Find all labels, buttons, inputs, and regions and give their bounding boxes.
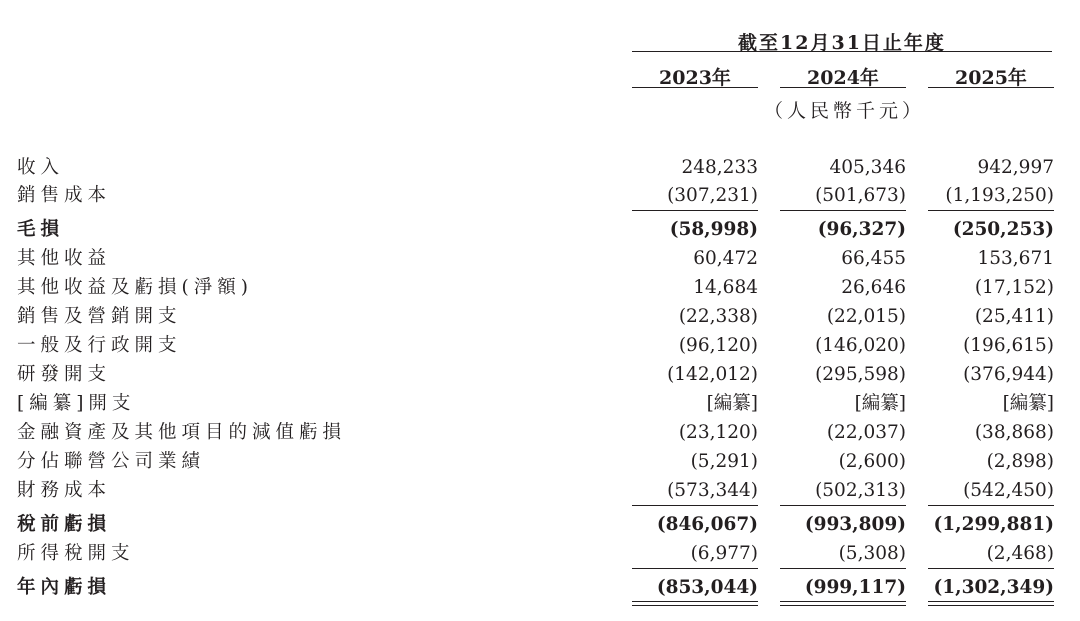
subtotal-rule <box>632 568 758 569</box>
unit-label: （人民幣千元） <box>764 100 926 122</box>
value-2025: (1,193,250) <box>945 185 1054 206</box>
row-label: 銷售成本 <box>17 185 112 206</box>
value-2025: (38,868) <box>974 422 1054 443</box>
total-double-rule <box>928 601 1054 606</box>
year-header-2024: 2024年 <box>807 67 879 89</box>
value-2024: (295,598) <box>815 364 906 385</box>
value-2024: (999,117) <box>804 577 906 598</box>
value-2024: (146,020) <box>815 335 906 356</box>
total-double-rule <box>632 601 758 606</box>
value-2024: (501,673) <box>815 185 906 206</box>
value-2023: 60,472 <box>693 248 758 269</box>
value-2024: (502,313) <box>815 480 906 501</box>
row-label: 其他收益 <box>17 248 112 269</box>
row-general-admin <box>0 332 1080 360</box>
value-2023: 248,233 <box>681 157 758 178</box>
year-header-2023: 2023年 <box>659 67 731 89</box>
row-label: 所得稅開支 <box>17 543 135 564</box>
value-2023: (58,998) <box>669 219 758 240</box>
subtotal-rule <box>928 210 1054 211</box>
value-2024: 66,455 <box>841 248 906 269</box>
subtotal-rule <box>928 568 1054 569</box>
value-2024: 26,646 <box>841 277 906 298</box>
year-header-2025: 2025年 <box>955 67 1027 89</box>
value-2023: (853,044) <box>656 577 758 598</box>
value-2024: (96,327) <box>817 219 906 240</box>
period-header: 截至12月31日止年度 <box>738 32 946 54</box>
row-other-gains-losses <box>0 274 1080 302</box>
value-2024: (5,308) <box>838 543 906 564</box>
row-finance-costs <box>0 477 1080 505</box>
total-double-rule <box>780 601 906 606</box>
subtotal-rule <box>632 505 758 506</box>
row-label: 稅前虧損 <box>17 514 112 535</box>
value-2025: (25,411) <box>974 306 1054 327</box>
value-2023: (6,977) <box>690 543 758 564</box>
value-2024: (22,037) <box>826 422 906 443</box>
subtotal-rule <box>780 210 906 211</box>
value-2025: (250,253) <box>952 219 1054 240</box>
value-2025: (376,944) <box>963 364 1054 385</box>
value-2025: (542,450) <box>963 480 1054 501</box>
year-rule <box>780 87 906 88</box>
value-2023: (96,120) <box>678 335 758 356</box>
value-2025: (1,299,881) <box>933 514 1054 535</box>
value-2025: (17,152) <box>974 277 1054 298</box>
row-gross-loss <box>0 216 1080 244</box>
subtotal-rule <box>632 210 758 211</box>
year-rule <box>632 87 758 88</box>
row-label: 一般及行政開支 <box>17 335 182 356</box>
value-2025: (2,468) <box>986 543 1054 564</box>
row-other-income <box>0 245 1080 273</box>
value-2023: (307,231) <box>667 185 758 206</box>
value-2023: 14,684 <box>693 277 758 298</box>
row-label: 金融資產及其他項目的減值虧損 <box>17 422 347 443</box>
row-loss-for-year <box>0 574 1080 602</box>
subtotal-rule <box>928 505 1054 506</box>
row-revenue <box>0 154 1080 182</box>
row-impairment <box>0 419 1080 447</box>
row-label: 收入 <box>17 157 65 178</box>
value-2024: (993,809) <box>804 514 906 535</box>
value-2024: (22,015) <box>826 306 906 327</box>
row-label: 分佔聯營公司業績 <box>17 451 206 472</box>
value-2025: 942,997 <box>977 157 1054 178</box>
year-rule <box>928 87 1054 88</box>
row-loss-before-tax <box>0 511 1080 539</box>
period-header-rule <box>632 51 1052 52</box>
row-label: 其他收益及虧損(淨額) <box>17 277 253 298</box>
value-2025: (1,302,349) <box>933 577 1054 598</box>
row-label: 銷售及營銷開支 <box>17 306 182 327</box>
subtotal-rule <box>780 505 906 506</box>
row-label: 毛損 <box>17 219 65 240</box>
value-2024: [編纂] <box>854 393 906 414</box>
value-2024: (2,600) <box>838 451 906 472</box>
value-2023: [編纂] <box>706 393 758 414</box>
value-2025: (2,898) <box>986 451 1054 472</box>
subtotal-rule <box>780 568 906 569</box>
value-2023: (846,067) <box>656 514 758 535</box>
value-2025: [編纂] <box>1002 393 1054 414</box>
row-income-tax <box>0 540 1080 568</box>
value-2023: (23,120) <box>678 422 758 443</box>
value-2023: (5,291) <box>690 451 758 472</box>
row-redacted-expenses <box>0 390 1080 418</box>
value-2025: (196,615) <box>963 335 1054 356</box>
row-label: [編纂]開支 <box>17 393 136 414</box>
row-selling-marketing <box>0 303 1080 331</box>
row-label: 年內虧損 <box>17 577 112 598</box>
value-2023: (22,338) <box>678 306 758 327</box>
row-share-of-associates <box>0 448 1080 476</box>
row-label: 財務成本 <box>17 480 112 501</box>
row-rnd <box>0 361 1080 389</box>
value-2024: 405,346 <box>829 157 906 178</box>
value-2023: (573,344) <box>667 480 758 501</box>
row-label: 研發開支 <box>17 364 112 385</box>
value-2023: (142,012) <box>667 364 758 385</box>
row-cost-of-sales <box>0 182 1080 210</box>
value-2025: 153,671 <box>977 248 1054 269</box>
